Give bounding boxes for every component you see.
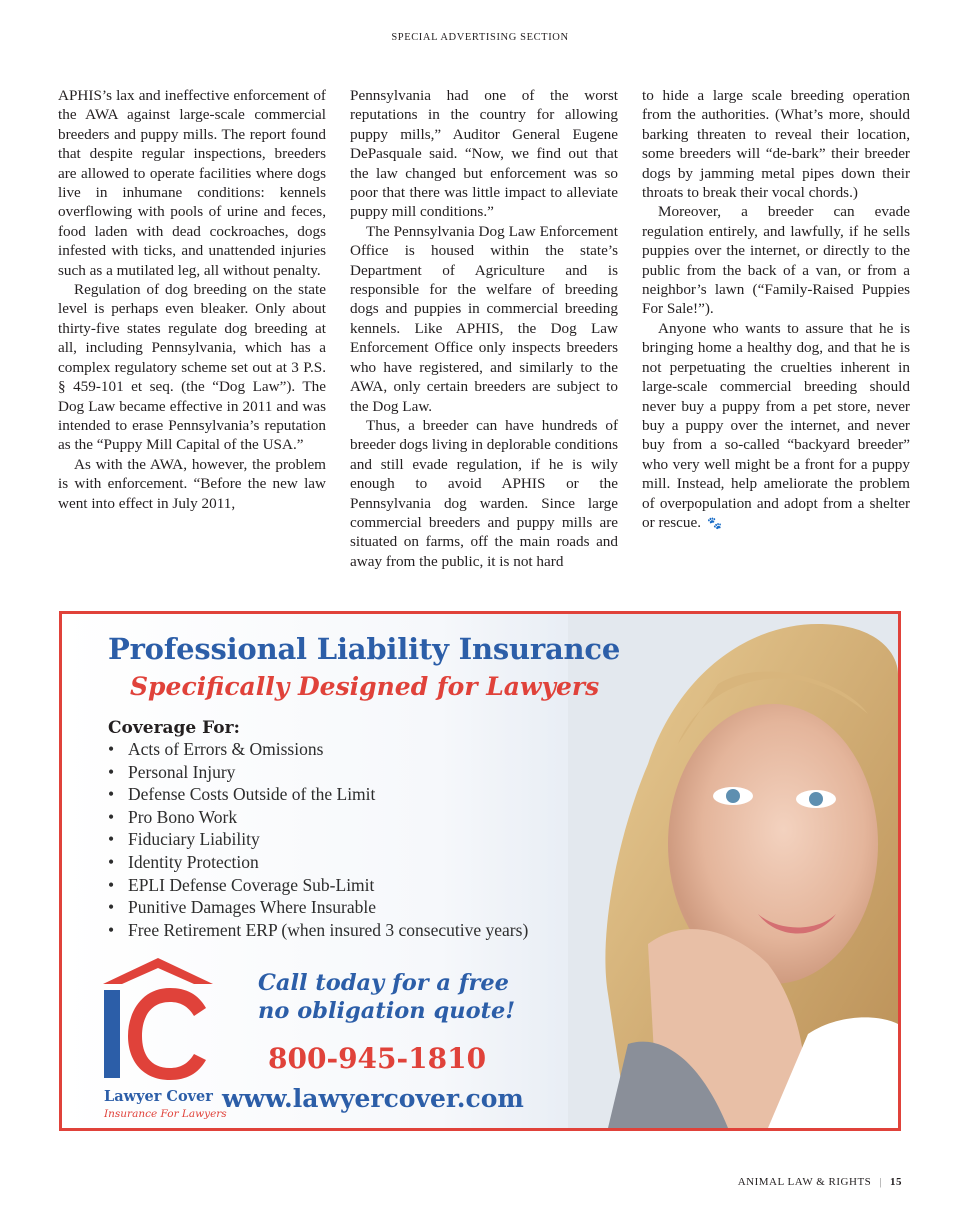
- website-link[interactable]: www.lawyercover.com: [222, 1084, 524, 1113]
- paragraph: Moreover, a breeder can evade regulation entirely, and lawfully, if he sells puppies over the internet, or directly to the public from the back of a van, or from a neighbor’s lawn (“Family-Raised Puppies For Sale!”).: [642, 203, 910, 318]
- publication-name: ANIMAL LAW & RIGHTS: [737, 1176, 872, 1188]
- article-column-2: [350, 86, 618, 571]
- coverage-list: [108, 738, 528, 941]
- paragraph: As with the AWA, however, the problem is with enforcement. “Before the new law went into effect in July 2011,: [58, 455, 326, 512]
- coverage-item: • Free Retirement ERP (when insured 3 consecutive years): [108, 919, 528, 942]
- paragraph: APHIS’s lax and ineffective enforcement of the AWA against large-scale commercial breeders and puppy mills. The report found that despite regular inspections, breeders are allowed to operate facilities where dogs live in inhumane conditions: kennels overflowing with pools of urine and feces, food laden with dead cockroaches, dogs infested with ticks, and unattended injuries such as a mutilated leg, all without penalty.: [58, 87, 326, 279]
- coverage-item: • Identity Protection: [108, 851, 528, 874]
- logo-tagline: Insurance For Lawyers: [104, 1108, 227, 1120]
- coverage-item: • EPLI Defense Coverage Sub-Limit: [108, 874, 528, 897]
- logo-name: Lawyer Cover: [104, 1088, 213, 1105]
- page-number: 15: [890, 1176, 902, 1188]
- cta-line-2: no obligation quote!: [258, 998, 516, 1024]
- coverage-heading: Coverage For:: [108, 718, 240, 738]
- section-header: SPECIAL ADVERTISING SECTION: [391, 32, 569, 43]
- coverage-item: • Personal Injury: [108, 761, 528, 784]
- paw-print-icon: 🐾: [707, 515, 722, 530]
- article-column-3: [642, 86, 910, 571]
- paragraph: Thus, a breeder can have hundreds of breeder dogs living in deplorable conditions and still evade regulation, if he is wily enough to avoid APHIS or the Pennsylvania dog warden. Since large commercial breeders and puppy mills are situated on farms, off the main roads and away from the public, it is not hard: [350, 416, 618, 570]
- phone-number[interactable]: 800-945-1810: [268, 1042, 487, 1075]
- coverage-item: • Defense Costs Outside of the Limit: [108, 783, 528, 806]
- paragraph-text: Anyone who wants to assure that he is bringing home a healthy dog, and that he is not perpetuating the cruelties inherent in large-scale commercial breeding should never buy a puppy from a pet store, never buy a puppy over the internet, and never buy from a so-called “backyard breeder” who very well might be a front for a puppy mill. Instead, help ameliorate the problem of overpopulation and adopt from a shelter or rescue.: [642, 319, 910, 531]
- ad-title: Professional Liability Insurance: [108, 632, 621, 666]
- paragraph: [642, 319, 910, 533]
- insurance-advertisement[interactable]: [59, 611, 901, 1131]
- coverage-item: • Punitive Damages Where Insurable: [108, 896, 528, 919]
- coverage-item: • Acts of Errors & Omissions: [108, 738, 528, 761]
- coverage-item: • Pro Bono Work: [108, 806, 528, 829]
- article-column-1: [58, 86, 326, 571]
- paragraph: The Pennsylvania Dog Law Enforcement Office is housed within the state’s Department of Agriculture and is responsible for the welfare of breeding dogs and puppies in commercial breeding kennels. Like APHIS, the Dog Law Enforcement Office only inspects breeders who have registered, and similarly to the AWA, only certain breeders are subject to the Dog Law.: [350, 222, 618, 415]
- article-columns: [58, 86, 910, 571]
- coverage-item: • Fiduciary Liability: [108, 828, 528, 851]
- paragraph: Regulation of dog breeding on the state level is perhaps even bleaker. Only about thirty-five states regulate dog breeding at all, including Pennsylvania, which has a complex regulatory scheme set out at 3 P.S. § 459-101 et seq. (the “Dog Law”). The Dog Law became effective in 2011 and was intended to erase Pennsylvania’s reputation as the “Puppy Mill Capital of the USA.”: [58, 281, 326, 454]
- paragraph: to hide a large scale breeding operation from the authorities. (What’s more, should barking threaten to reveal their location, some breeders will “de-bark” their breeder dogs by jamming metal pipes down their throats to break their vocal chords.): [642, 87, 910, 202]
- ad-subtitle: Specifically Designed for Lawyers: [130, 672, 600, 701]
- paragraph: Pennsylvania had one of the worst reputations in the country for allowing puppy mills,” Auditor General Eugene DePasquale said. “Now, we find out that the law changed but enforcement was so poor that there was little impact to alleviate puppy mill conditions.”: [350, 87, 618, 221]
- cta-line-1: Call today for a free: [258, 970, 509, 996]
- footer-divider: |: [879, 1176, 882, 1188]
- page-footer: [738, 1176, 902, 1188]
- woman-photo: [568, 614, 898, 1128]
- lawyer-cover-logo: [98, 954, 218, 1104]
